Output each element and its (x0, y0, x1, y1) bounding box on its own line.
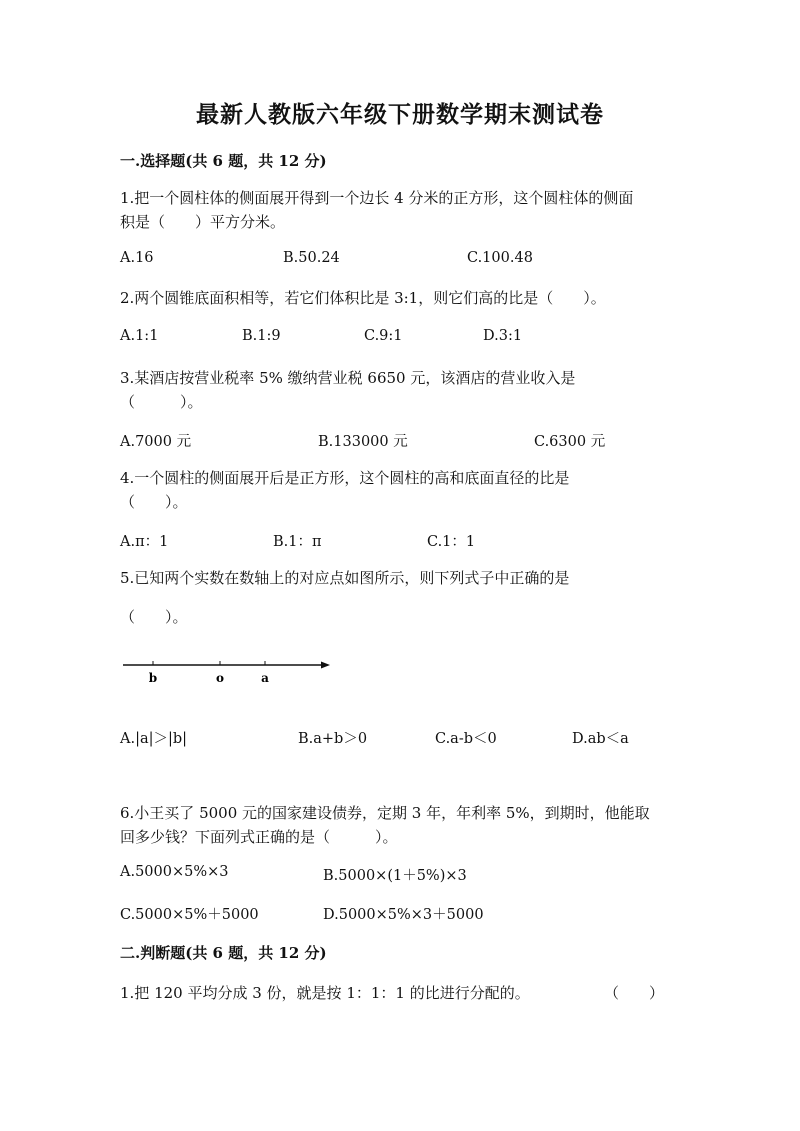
question-5-option-c: C.a-b＜0 (435, 731, 497, 747)
question-3-line-2: （ ）。 (120, 393, 203, 411)
question-5-line-1: 5.已知两个实数在数轴上的对应点如图所示，则下列式子中正确的是 (120, 569, 570, 587)
question-6-option-b: B.5000×(1＋5%)×3 (323, 868, 467, 884)
question-5-option-d: D.ab＜a (572, 731, 629, 747)
page-title: 最新人教版六年级下册数学期末测试卷 (196, 101, 604, 128)
question-6-option-a: A.5000×5%×3 (120, 864, 229, 880)
question-2-line-1: 2.两个圆锥底面积相等，若它们体积比是 3:1，则它们高的比是（ ）。 (120, 289, 606, 307)
number-line-arrow (321, 662, 330, 669)
section-heading-choice: 一.选择题(共 6 题，共 12 分) (120, 152, 327, 170)
question-6-option-c: C.5000×5%＋5000 (120, 907, 259, 923)
question-1-line-2: 积是（ ）平方分米。 (120, 213, 286, 231)
label-b: b (148, 671, 158, 685)
question-4-option-a: A.π：1 (120, 534, 169, 550)
question-4-line-2: （ ）。 (120, 493, 188, 511)
question-2-option-b: B.1:9 (242, 328, 281, 344)
question-4-option-b: B.1：π (273, 534, 322, 550)
judgment-1-answer-bracket: （ ） (604, 984, 665, 1002)
question-1-option-a: A.16 (120, 250, 154, 266)
question-2-option-c: C.9:1 (364, 328, 403, 344)
question-1-option-b: B.50.24 (283, 250, 340, 266)
question-6-line-2: 回多少钱？下面列式正确的是（ ）。 (120, 828, 398, 846)
question-6-line-1: 6.小王买了 5000 元的国家建设债券，定期 3 年，年利率 5%，到期时，他能取 (120, 804, 650, 822)
label-a: a (261, 671, 269, 685)
question-3-option-a: A.7000 元 (120, 434, 192, 450)
label-o: o (215, 671, 225, 685)
question-3-option-b: B.133000 元 (318, 434, 408, 450)
judgment-1-statement: 1.把 120 平均分成 3 份，就是按 1：1：1 的比进行分配的。 (120, 984, 530, 1002)
number-line-figure (118, 652, 338, 688)
question-2-option-d: D.3:1 (483, 328, 523, 344)
question-1-option-c: C.100.48 (467, 250, 533, 266)
section-heading-judgment: 二.判断题(共 6 题，共 12 分) (120, 944, 327, 962)
question-1-line-1: 1.把一个圆柱体的侧面展开得到一个边长 4 分米的正方形，这个圆柱体的侧面 (120, 189, 634, 207)
question-4-option-c: C.1：1 (427, 534, 476, 550)
question-2-option-a: A.1:1 (120, 328, 159, 344)
question-5-option-a: A.|a|＞|b| (120, 731, 188, 747)
question-3-line-1: 3.某酒店按营业税率 5% 缴纳营业税 6650 元，该酒店的营业收入是 (120, 369, 576, 387)
question-3-option-c: C.6300 元 (534, 434, 606, 450)
question-5-line-2: （ ）。 (120, 608, 188, 626)
question-6-option-d: D.5000×5%×3＋5000 (323, 907, 484, 923)
question-4-line-1: 4.一个圆柱的侧面展开后是正方形，这个圆柱的高和底面直径的比是 (120, 469, 570, 487)
question-5-option-b: B.a+b＞0 (298, 731, 368, 747)
